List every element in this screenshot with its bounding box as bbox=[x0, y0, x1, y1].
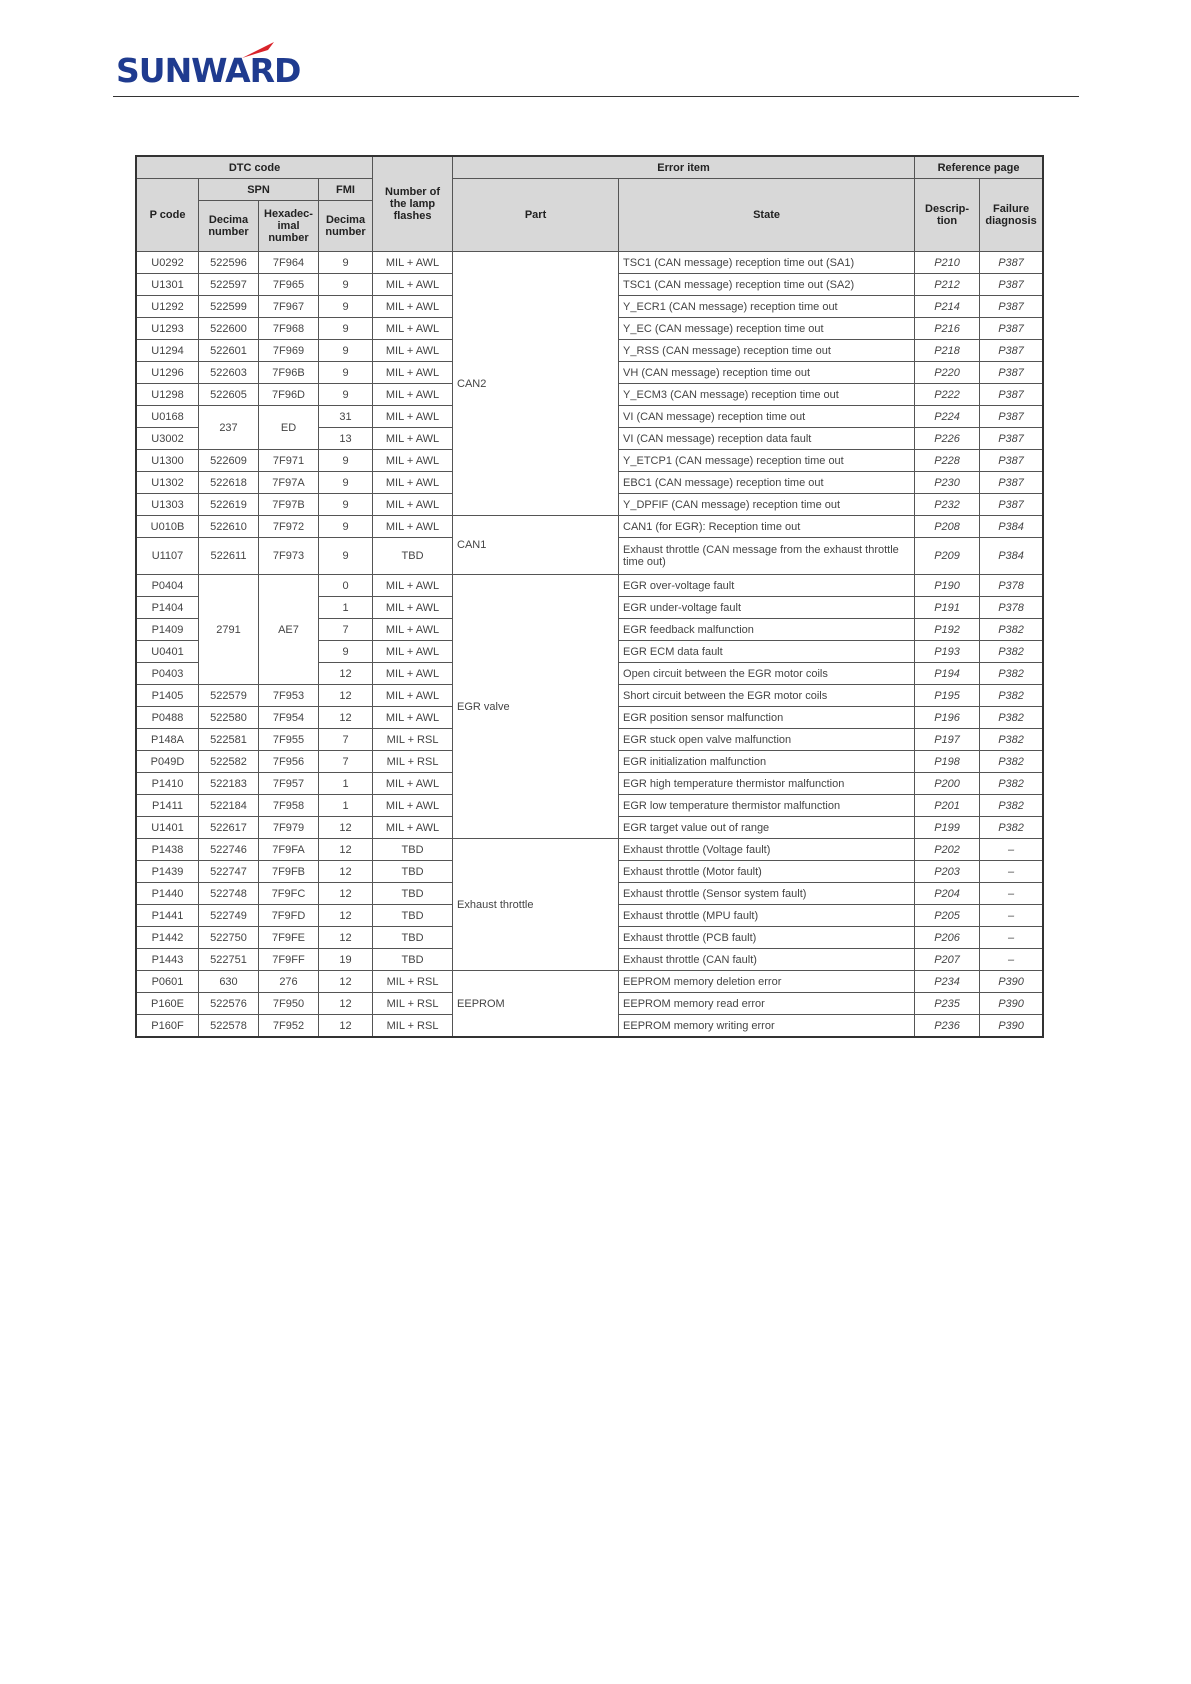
fmi-cell: 12 bbox=[319, 883, 373, 905]
p-code-cell: U1303 bbox=[137, 494, 199, 516]
state-cell: VH (CAN message) reception time out bbox=[619, 362, 915, 384]
spn-decimal-cell: 522582 bbox=[199, 751, 259, 773]
header-spn-decimal: Decima number bbox=[199, 201, 259, 252]
spn-decimal-cell: 522576 bbox=[199, 993, 259, 1015]
description-page-cell: P204 bbox=[915, 883, 980, 905]
failure-diagnosis-page-cell: P387 bbox=[980, 450, 1043, 472]
description-page-cell: P192 bbox=[915, 619, 980, 641]
spn-hex-cell: 7F958 bbox=[259, 795, 319, 817]
lamp-flashes-cell: MIL + AWL bbox=[373, 494, 453, 516]
lamp-flashes-cell: MIL + RSL bbox=[373, 993, 453, 1015]
lamp-flashes-cell: MIL + RSL bbox=[373, 971, 453, 993]
spn-decimal-cell: 522610 bbox=[199, 516, 259, 538]
p-code-cell: P148A bbox=[137, 729, 199, 751]
p-code-cell: U010B bbox=[137, 516, 199, 538]
description-page-cell: P198 bbox=[915, 751, 980, 773]
fmi-cell: 12 bbox=[319, 817, 373, 839]
table-row bbox=[137, 839, 1043, 861]
spn-decimal-cell: 522617 bbox=[199, 817, 259, 839]
lamp-flashes-cell: TBD bbox=[373, 538, 453, 575]
failure-diagnosis-page-cell: P387 bbox=[980, 340, 1043, 362]
lamp-flashes-cell: MIL + AWL bbox=[373, 428, 453, 450]
lamp-flashes-cell: MIL + AWL bbox=[373, 384, 453, 406]
failure-diagnosis-page-cell: P390 bbox=[980, 993, 1043, 1015]
header-dtc-code: DTC code bbox=[137, 157, 373, 179]
spn-hex-cell: 7F965 bbox=[259, 274, 319, 296]
spn-decimal-cell: 630 bbox=[199, 971, 259, 993]
failure-diagnosis-page-cell: P382 bbox=[980, 729, 1043, 751]
spn-decimal-cell: 522578 bbox=[199, 1015, 259, 1037]
lamp-flashes-cell: MIL + AWL bbox=[373, 340, 453, 362]
p-code-cell: P160F bbox=[137, 1015, 199, 1037]
fmi-cell: 9 bbox=[319, 538, 373, 575]
sunward-logo bbox=[116, 36, 326, 90]
failure-diagnosis-page-cell: P390 bbox=[980, 1015, 1043, 1037]
table-row bbox=[137, 575, 1043, 597]
description-page-cell: P218 bbox=[915, 340, 980, 362]
state-cell: VI (CAN message) reception time out bbox=[619, 406, 915, 428]
state-cell: EGR over-voltage fault bbox=[619, 575, 915, 597]
header-state: State bbox=[619, 179, 915, 252]
failure-diagnosis-page-cell: P382 bbox=[980, 619, 1043, 641]
description-page-cell: P190 bbox=[915, 575, 980, 597]
description-page-cell: P226 bbox=[915, 428, 980, 450]
description-page-cell: P216 bbox=[915, 318, 980, 340]
p-code-cell: U0401 bbox=[137, 641, 199, 663]
lamp-flashes-cell: MIL + AWL bbox=[373, 663, 453, 685]
p-code-cell: U3002 bbox=[137, 428, 199, 450]
lamp-flashes-cell: MIL + AWL bbox=[373, 773, 453, 795]
lamp-flashes-cell: MIL + AWL bbox=[373, 795, 453, 817]
lamp-flashes-cell: MIL + AWL bbox=[373, 685, 453, 707]
spn-decimal-cell: 522618 bbox=[199, 472, 259, 494]
fmi-cell: 9 bbox=[319, 318, 373, 340]
state-cell: EGR under-voltage fault bbox=[619, 597, 915, 619]
failure-diagnosis-page-cell: P387 bbox=[980, 274, 1043, 296]
spn-hex-cell: 7F972 bbox=[259, 516, 319, 538]
header-description: Descrip-tion bbox=[915, 179, 980, 252]
description-page-cell: P214 bbox=[915, 296, 980, 318]
lamp-flashes-cell: MIL + RSL bbox=[373, 751, 453, 773]
fmi-cell: 12 bbox=[319, 971, 373, 993]
failure-diagnosis-page-cell: – bbox=[980, 949, 1043, 971]
state-cell: Open circuit between the EGR motor coils bbox=[619, 663, 915, 685]
lamp-flashes-cell: MIL + AWL bbox=[373, 817, 453, 839]
state-cell: EEPROM memory read error bbox=[619, 993, 915, 1015]
header-divider bbox=[113, 96, 1079, 97]
description-page-cell: P206 bbox=[915, 927, 980, 949]
state-cell: EGR ECM data fault bbox=[619, 641, 915, 663]
state-cell: EBC1 (CAN message) reception time out bbox=[619, 472, 915, 494]
fmi-cell: 9 bbox=[319, 296, 373, 318]
state-cell: EEPROM memory writing error bbox=[619, 1015, 915, 1037]
p-code-cell: P1409 bbox=[137, 619, 199, 641]
p-code-cell: P049D bbox=[137, 751, 199, 773]
state-cell: Y_EC (CAN message) reception time out bbox=[619, 318, 915, 340]
failure-diagnosis-page-cell: – bbox=[980, 839, 1043, 861]
failure-diagnosis-page-cell: P387 bbox=[980, 406, 1043, 428]
state-cell: EGR feedback malfunction bbox=[619, 619, 915, 641]
spn-decimal-cell: 522603 bbox=[199, 362, 259, 384]
fmi-cell: 9 bbox=[319, 340, 373, 362]
spn-hex-cell: 7F9FC bbox=[259, 883, 319, 905]
spn-decimal-cell: 522611 bbox=[199, 538, 259, 575]
description-page-cell: P209 bbox=[915, 538, 980, 575]
part-cell: CAN1 bbox=[453, 516, 619, 575]
failure-diagnosis-page-cell: – bbox=[980, 905, 1043, 927]
part-cell: EGR valve bbox=[453, 575, 619, 839]
header-fmi-decimal: Decima number bbox=[319, 201, 373, 252]
spn-hex-cell: 7F9FE bbox=[259, 927, 319, 949]
description-page-cell: P212 bbox=[915, 274, 980, 296]
lamp-flashes-cell: MIL + AWL bbox=[373, 252, 453, 274]
spn-decimal-cell: 522183 bbox=[199, 773, 259, 795]
spn-decimal-cell: 522609 bbox=[199, 450, 259, 472]
description-page-cell: P203 bbox=[915, 861, 980, 883]
spn-decimal-cell: 522601 bbox=[199, 340, 259, 362]
state-cell: Exhaust throttle (Motor fault) bbox=[619, 861, 915, 883]
p-code-cell: U1292 bbox=[137, 296, 199, 318]
state-cell: Exhaust throttle (Voltage fault) bbox=[619, 839, 915, 861]
fmi-cell: 12 bbox=[319, 1015, 373, 1037]
lamp-flashes-cell: MIL + AWL bbox=[373, 516, 453, 538]
failure-diagnosis-page-cell: P387 bbox=[980, 362, 1043, 384]
lamp-flashes-cell: MIL + AWL bbox=[373, 597, 453, 619]
fmi-cell: 9 bbox=[319, 516, 373, 538]
state-cell: Exhaust throttle (CAN fault) bbox=[619, 949, 915, 971]
failure-diagnosis-page-cell: P382 bbox=[980, 751, 1043, 773]
failure-diagnosis-page-cell: P382 bbox=[980, 773, 1043, 795]
description-page-cell: P205 bbox=[915, 905, 980, 927]
state-cell: Short circuit between the EGR motor coils bbox=[619, 685, 915, 707]
failure-diagnosis-page-cell: P387 bbox=[980, 428, 1043, 450]
p-code-cell: U1298 bbox=[137, 384, 199, 406]
header-failure-diagnosis: Failure diagnosis bbox=[980, 179, 1043, 252]
fmi-cell: 1 bbox=[319, 795, 373, 817]
failure-diagnosis-page-cell: P387 bbox=[980, 318, 1043, 340]
description-page-cell: P210 bbox=[915, 252, 980, 274]
state-cell: Exhaust throttle (PCB fault) bbox=[619, 927, 915, 949]
lamp-flashes-cell: TBD bbox=[373, 927, 453, 949]
description-page-cell: P222 bbox=[915, 384, 980, 406]
p-code-cell: U1302 bbox=[137, 472, 199, 494]
fmi-cell: 12 bbox=[319, 927, 373, 949]
failure-diagnosis-page-cell: P387 bbox=[980, 472, 1043, 494]
fmi-cell: 9 bbox=[319, 274, 373, 296]
lamp-flashes-cell: MIL + RSL bbox=[373, 1015, 453, 1037]
state-cell: CAN1 (for EGR): Reception time out bbox=[619, 516, 915, 538]
spn-hex-cell: 7F973 bbox=[259, 538, 319, 575]
state-cell: EEPROM memory deletion error bbox=[619, 971, 915, 993]
spn-hex-cell: 7F9FD bbox=[259, 905, 319, 927]
state-cell: Y_ECM3 (CAN message) reception time out bbox=[619, 384, 915, 406]
failure-diagnosis-page-cell: P390 bbox=[980, 971, 1043, 993]
spn-decimal-cell: 2791 bbox=[199, 575, 259, 685]
description-page-cell: P235 bbox=[915, 993, 980, 1015]
p-code-cell: P1410 bbox=[137, 773, 199, 795]
spn-decimal-cell: 237 bbox=[199, 406, 259, 450]
spn-hex-cell: 276 bbox=[259, 971, 319, 993]
state-cell: Y_RSS (CAN message) reception time out bbox=[619, 340, 915, 362]
spn-hex-cell: 7F9FA bbox=[259, 839, 319, 861]
lamp-flashes-cell: MIL + AWL bbox=[373, 641, 453, 663]
logo-text: SUNWARD bbox=[116, 51, 301, 90]
p-code-cell: P1440 bbox=[137, 883, 199, 905]
failure-diagnosis-page-cell: – bbox=[980, 861, 1043, 883]
description-page-cell: P197 bbox=[915, 729, 980, 751]
failure-diagnosis-page-cell: P382 bbox=[980, 641, 1043, 663]
description-page-cell: P199 bbox=[915, 817, 980, 839]
state-cell: EGR low temperature thermistor malfunction bbox=[619, 795, 915, 817]
lamp-flashes-cell: MIL + AWL bbox=[373, 362, 453, 384]
fmi-cell: 12 bbox=[319, 993, 373, 1015]
spn-hex-cell: 7F950 bbox=[259, 993, 319, 1015]
spn-hex-cell: 7F969 bbox=[259, 340, 319, 362]
p-code-cell: U1300 bbox=[137, 450, 199, 472]
description-page-cell: P236 bbox=[915, 1015, 980, 1037]
fmi-cell: 12 bbox=[319, 663, 373, 685]
spn-hex-cell: 7F9FB bbox=[259, 861, 319, 883]
spn-decimal-cell: 522580 bbox=[199, 707, 259, 729]
state-cell: VI (CAN message) reception data fault bbox=[619, 428, 915, 450]
lamp-flashes-cell: MIL + RSL bbox=[373, 729, 453, 751]
header-p-code: P code bbox=[137, 179, 199, 252]
spn-hex-cell: ED bbox=[259, 406, 319, 450]
spn-hex-cell: 7F957 bbox=[259, 773, 319, 795]
spn-hex-cell: 7F9FF bbox=[259, 949, 319, 971]
lamp-flashes-cell: MIL + AWL bbox=[373, 274, 453, 296]
header-lamp-flashes: Number of the lamp flashes bbox=[373, 157, 453, 252]
p-code-cell: P1441 bbox=[137, 905, 199, 927]
p-code-cell: U0292 bbox=[137, 252, 199, 274]
description-page-cell: P202 bbox=[915, 839, 980, 861]
table-row bbox=[137, 971, 1043, 993]
state-cell: EGR stuck open valve malfunction bbox=[619, 729, 915, 751]
dtc-table bbox=[136, 156, 1043, 1037]
failure-diagnosis-page-cell: P384 bbox=[980, 538, 1043, 575]
failure-diagnosis-page-cell: P382 bbox=[980, 817, 1043, 839]
fmi-cell: 0 bbox=[319, 575, 373, 597]
header-spn-hex: Hexadec-imal number bbox=[259, 201, 319, 252]
p-code-cell: U1107 bbox=[137, 538, 199, 575]
spn-hex-cell: 7F955 bbox=[259, 729, 319, 751]
spn-decimal-cell: 522597 bbox=[199, 274, 259, 296]
header-part: Part bbox=[453, 179, 619, 252]
description-page-cell: P230 bbox=[915, 472, 980, 494]
spn-hex-cell: 7F956 bbox=[259, 751, 319, 773]
failure-diagnosis-page-cell: P378 bbox=[980, 597, 1043, 619]
p-code-cell: P0601 bbox=[137, 971, 199, 993]
description-page-cell: P224 bbox=[915, 406, 980, 428]
fmi-cell: 1 bbox=[319, 773, 373, 795]
fmi-cell: 12 bbox=[319, 905, 373, 927]
p-code-cell: U1293 bbox=[137, 318, 199, 340]
spn-decimal-cell: 522599 bbox=[199, 296, 259, 318]
p-code-cell: P0403 bbox=[137, 663, 199, 685]
p-code-cell: P1442 bbox=[137, 927, 199, 949]
spn-hex-cell: 7F967 bbox=[259, 296, 319, 318]
description-page-cell: P232 bbox=[915, 494, 980, 516]
spn-decimal-cell: 522605 bbox=[199, 384, 259, 406]
description-page-cell: P194 bbox=[915, 663, 980, 685]
p-code-cell: P1443 bbox=[137, 949, 199, 971]
fmi-cell: 12 bbox=[319, 685, 373, 707]
description-page-cell: P193 bbox=[915, 641, 980, 663]
p-code-cell: P1404 bbox=[137, 597, 199, 619]
failure-diagnosis-page-cell: P387 bbox=[980, 384, 1043, 406]
spn-decimal-cell: 522596 bbox=[199, 252, 259, 274]
p-code-cell: P0488 bbox=[137, 707, 199, 729]
lamp-flashes-cell: TBD bbox=[373, 861, 453, 883]
spn-decimal-cell: 522749 bbox=[199, 905, 259, 927]
failure-diagnosis-page-cell: P384 bbox=[980, 516, 1043, 538]
description-page-cell: P191 bbox=[915, 597, 980, 619]
state-cell: TSC1 (CAN message) reception time out (SA1) bbox=[619, 252, 915, 274]
part-cell: CAN2 bbox=[453, 252, 619, 516]
lamp-flashes-cell: TBD bbox=[373, 839, 453, 861]
fmi-cell: 19 bbox=[319, 949, 373, 971]
state-cell: EGR high temperature thermistor malfunction bbox=[619, 773, 915, 795]
spn-decimal-cell: 522748 bbox=[199, 883, 259, 905]
failure-diagnosis-page-cell: P382 bbox=[980, 663, 1043, 685]
lamp-flashes-cell: MIL + AWL bbox=[373, 450, 453, 472]
header-spn: SPN bbox=[199, 179, 319, 201]
p-code-cell: P0404 bbox=[137, 575, 199, 597]
fmi-cell: 12 bbox=[319, 707, 373, 729]
fmi-cell: 7 bbox=[319, 729, 373, 751]
spn-decimal-cell: 522184 bbox=[199, 795, 259, 817]
state-cell: TSC1 (CAN message) reception time out (SA2) bbox=[619, 274, 915, 296]
failure-diagnosis-page-cell: P382 bbox=[980, 795, 1043, 817]
state-cell: EGR position sensor malfunction bbox=[619, 707, 915, 729]
spn-hex-cell: 7F96B bbox=[259, 362, 319, 384]
state-cell: EGR target value out of range bbox=[619, 817, 915, 839]
spn-hex-cell: 7F97B bbox=[259, 494, 319, 516]
failure-diagnosis-page-cell: P382 bbox=[980, 685, 1043, 707]
description-page-cell: P234 bbox=[915, 971, 980, 993]
fmi-cell: 9 bbox=[319, 384, 373, 406]
lamp-flashes-cell: TBD bbox=[373, 883, 453, 905]
description-page-cell: P228 bbox=[915, 450, 980, 472]
p-code-cell: U1401 bbox=[137, 817, 199, 839]
fmi-cell: 9 bbox=[319, 450, 373, 472]
fmi-cell: 9 bbox=[319, 472, 373, 494]
failure-diagnosis-page-cell: P378 bbox=[980, 575, 1043, 597]
spn-decimal-cell: 522581 bbox=[199, 729, 259, 751]
state-cell: EGR initialization malfunction bbox=[619, 751, 915, 773]
part-cell: EEPROM bbox=[453, 971, 619, 1037]
description-page-cell: P200 bbox=[915, 773, 980, 795]
lamp-flashes-cell: MIL + AWL bbox=[373, 406, 453, 428]
failure-diagnosis-page-cell: P387 bbox=[980, 252, 1043, 274]
spn-decimal-cell: 522750 bbox=[199, 927, 259, 949]
dtc-table-body bbox=[137, 252, 1043, 1037]
spn-hex-cell: 7F97A bbox=[259, 472, 319, 494]
failure-diagnosis-page-cell: – bbox=[980, 883, 1043, 905]
spn-hex-cell: 7F96D bbox=[259, 384, 319, 406]
spn-decimal-cell: 522747 bbox=[199, 861, 259, 883]
spn-hex-cell: AE7 bbox=[259, 575, 319, 685]
lamp-flashes-cell: MIL + AWL bbox=[373, 296, 453, 318]
fmi-cell: 9 bbox=[319, 252, 373, 274]
failure-diagnosis-page-cell: P387 bbox=[980, 296, 1043, 318]
failure-diagnosis-page-cell: P382 bbox=[980, 707, 1043, 729]
fmi-cell: 1 bbox=[319, 597, 373, 619]
p-code-cell: U0168 bbox=[137, 406, 199, 428]
spn-decimal-cell: 522751 bbox=[199, 949, 259, 971]
p-code-cell: U1294 bbox=[137, 340, 199, 362]
spn-decimal-cell: 522619 bbox=[199, 494, 259, 516]
state-cell: Y_ECR1 (CAN message) reception time out bbox=[619, 296, 915, 318]
lamp-flashes-cell: TBD bbox=[373, 949, 453, 971]
spn-hex-cell: 7F968 bbox=[259, 318, 319, 340]
table-row bbox=[137, 516, 1043, 538]
description-page-cell: P207 bbox=[915, 949, 980, 971]
spn-hex-cell: 7F964 bbox=[259, 252, 319, 274]
description-page-cell: P201 bbox=[915, 795, 980, 817]
table-row bbox=[137, 252, 1043, 274]
p-code-cell: U1301 bbox=[137, 274, 199, 296]
state-cell: Y_ETCP1 (CAN message) reception time out bbox=[619, 450, 915, 472]
fmi-cell: 12 bbox=[319, 861, 373, 883]
description-page-cell: P208 bbox=[915, 516, 980, 538]
fmi-cell: 7 bbox=[319, 619, 373, 641]
spn-hex-cell: 7F979 bbox=[259, 817, 319, 839]
header-reference-page: Reference page bbox=[915, 157, 1043, 179]
header-error-item: Error item bbox=[453, 157, 915, 179]
p-code-cell: U1296 bbox=[137, 362, 199, 384]
failure-diagnosis-page-cell: – bbox=[980, 927, 1043, 949]
lamp-flashes-cell: MIL + AWL bbox=[373, 707, 453, 729]
p-code-cell: P1438 bbox=[137, 839, 199, 861]
spn-hex-cell: 7F954 bbox=[259, 707, 319, 729]
lamp-flashes-cell: MIL + AWL bbox=[373, 619, 453, 641]
spn-hex-cell: 7F952 bbox=[259, 1015, 319, 1037]
state-cell: Exhaust throttle (Sensor system fault) bbox=[619, 883, 915, 905]
fmi-cell: 9 bbox=[319, 641, 373, 663]
lamp-flashes-cell: MIL + AWL bbox=[373, 318, 453, 340]
spn-decimal-cell: 522579 bbox=[199, 685, 259, 707]
header-fmi: FMI bbox=[319, 179, 373, 201]
p-code-cell: P1411 bbox=[137, 795, 199, 817]
description-page-cell: P220 bbox=[915, 362, 980, 384]
state-cell: Exhaust throttle (MPU fault) bbox=[619, 905, 915, 927]
spn-decimal-cell: 522746 bbox=[199, 839, 259, 861]
fmi-cell: 31 bbox=[319, 406, 373, 428]
spn-hex-cell: 7F953 bbox=[259, 685, 319, 707]
part-cell: Exhaust throttle bbox=[453, 839, 619, 971]
p-code-cell: P1405 bbox=[137, 685, 199, 707]
lamp-flashes-cell: MIL + AWL bbox=[373, 472, 453, 494]
failure-diagnosis-page-cell: P387 bbox=[980, 494, 1043, 516]
description-page-cell: P195 bbox=[915, 685, 980, 707]
description-page-cell: P196 bbox=[915, 707, 980, 729]
spn-decimal-cell: 522600 bbox=[199, 318, 259, 340]
lamp-flashes-cell: MIL + AWL bbox=[373, 575, 453, 597]
lamp-flashes-cell: TBD bbox=[373, 905, 453, 927]
fmi-cell: 9 bbox=[319, 362, 373, 384]
fmi-cell: 13 bbox=[319, 428, 373, 450]
spn-hex-cell: 7F971 bbox=[259, 450, 319, 472]
fmi-cell: 9 bbox=[319, 494, 373, 516]
p-code-cell: P1439 bbox=[137, 861, 199, 883]
fmi-cell: 7 bbox=[319, 751, 373, 773]
state-cell: Exhaust throttle (CAN message from the exhaust throttle time out) bbox=[619, 538, 915, 575]
state-cell: Y_DPFIF (CAN message) reception time out bbox=[619, 494, 915, 516]
fmi-cell: 12 bbox=[319, 839, 373, 861]
p-code-cell: P160E bbox=[137, 993, 199, 1015]
